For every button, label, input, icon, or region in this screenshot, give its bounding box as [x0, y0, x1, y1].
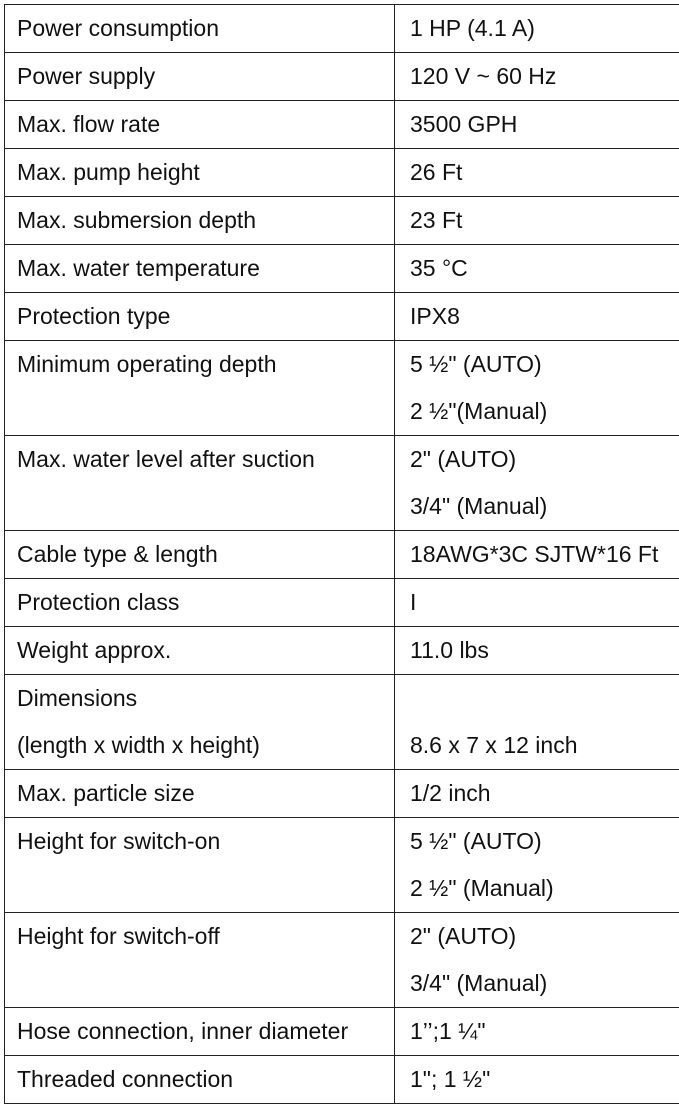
spec-value-cell	[395, 245, 679, 293]
spec-value-cell	[395, 436, 679, 531]
spec-value	[410, 675, 679, 722]
spec-value-cell	[395, 293, 679, 341]
spec-label: Max. flow rate	[17, 101, 394, 148]
spec-value-cell	[395, 53, 679, 101]
spec-value: 35 °C	[410, 245, 679, 292]
spec-value: 3/4" (Manual)	[410, 483, 679, 530]
spec-label-cell	[5, 531, 395, 579]
spec-row	[5, 818, 679, 913]
spec-value-cell	[395, 675, 679, 770]
specification-table-body	[5, 5, 679, 1104]
spec-value-cell	[395, 818, 679, 913]
spec-label-cell	[5, 53, 395, 101]
spec-label: Minimum operating depth	[17, 341, 394, 388]
spec-value: I	[410, 579, 679, 626]
spec-label: Cable type & length	[17, 531, 394, 578]
spec-label-cell	[5, 197, 395, 245]
spec-label: Threaded connection	[17, 1056, 394, 1103]
spec-value: 1 HP (4.1 A)	[410, 5, 679, 52]
spec-row	[5, 341, 679, 436]
specification-table	[4, 4, 679, 1104]
spec-row	[5, 436, 679, 531]
spec-value-cell	[395, 531, 679, 579]
spec-label: Power supply	[17, 53, 394, 100]
spec-label-cell	[5, 1008, 395, 1056]
spec-value: IPX8	[410, 293, 679, 340]
spec-label-cell	[5, 1056, 395, 1104]
spec-value: 8.6 x 7 x 12 inch	[410, 722, 679, 769]
spec-value: 2" (AUTO)	[410, 913, 679, 960]
spec-label-cell	[5, 913, 395, 1008]
spec-label	[17, 960, 394, 1007]
spec-value: 2" (AUTO)	[410, 436, 679, 483]
spec-row	[5, 579, 679, 627]
spec-row	[5, 149, 679, 197]
spec-label: Protection type	[17, 293, 394, 340]
spec-value-cell	[395, 1008, 679, 1056]
spec-label-cell	[5, 675, 395, 770]
spec-label: (length x width x height)	[17, 722, 394, 769]
spec-row	[5, 101, 679, 149]
spec-value: 11.0 lbs	[410, 627, 679, 674]
spec-value-cell	[395, 579, 679, 627]
spec-label-cell	[5, 293, 395, 341]
spec-row	[5, 245, 679, 293]
spec-label: Max. submersion depth	[17, 197, 394, 244]
spec-label: Height for switch-off	[17, 913, 394, 960]
spec-value: 1/2 inch	[410, 770, 679, 817]
spec-label: Protection class	[17, 579, 394, 626]
spec-row	[5, 293, 679, 341]
spec-value: 1’’;1 ¼"	[410, 1008, 679, 1055]
spec-label: Max. pump height	[17, 149, 394, 196]
spec-value-cell	[395, 627, 679, 675]
spec-value: 26 Ft	[410, 149, 679, 196]
spec-value: 1"; 1 ½"	[410, 1056, 679, 1103]
spec-row	[5, 531, 679, 579]
spec-label: Height for switch-on	[17, 818, 394, 865]
spec-label: Dimensions	[17, 675, 394, 722]
spec-value: 23 Ft	[410, 197, 679, 244]
spec-value-cell	[395, 913, 679, 1008]
spec-value: 5 ½" (AUTO)	[410, 341, 679, 388]
spec-label-cell	[5, 101, 395, 149]
spec-label-cell	[5, 579, 395, 627]
spec-value: 18AWG*3C SJTW*16 Ft	[410, 531, 679, 578]
spec-value: 2 ½" (Manual)	[410, 865, 679, 912]
spec-value: 5 ½" (AUTO)	[410, 818, 679, 865]
spec-label-cell	[5, 245, 395, 293]
spec-label-cell	[5, 5, 395, 53]
spec-label: Max. particle size	[17, 770, 394, 817]
spec-row	[5, 770, 679, 818]
spec-value: 3500 GPH	[410, 101, 679, 148]
spec-value-cell	[395, 341, 679, 436]
spec-row	[5, 1008, 679, 1056]
spec-label-cell	[5, 436, 395, 531]
spec-label: Hose connection, inner diameter	[17, 1008, 394, 1055]
spec-value-cell	[395, 197, 679, 245]
spec-value-cell	[395, 770, 679, 818]
spec-label	[17, 865, 394, 912]
spec-label-cell	[5, 627, 395, 675]
spec-label-cell	[5, 149, 395, 197]
spec-value: 2 ½"(Manual)	[410, 388, 679, 435]
spec-label: Power consumption	[17, 5, 394, 52]
spec-label: Weight approx.	[17, 627, 394, 674]
spec-row	[5, 53, 679, 101]
spec-row	[5, 913, 679, 1008]
spec-value-cell	[395, 1056, 679, 1104]
spec-label	[17, 388, 394, 435]
spec-label: Max. water level after suction	[17, 436, 394, 483]
spec-row	[5, 627, 679, 675]
spec-label-cell	[5, 818, 395, 913]
spec-value-cell	[395, 5, 679, 53]
spec-row	[5, 1056, 679, 1104]
spec-value: 3/4" (Manual)	[410, 960, 679, 1007]
spec-label-cell	[5, 341, 395, 436]
spec-value-cell	[395, 101, 679, 149]
spec-value-cell	[395, 149, 679, 197]
spec-value: 120 V ~ 60 Hz	[410, 53, 679, 100]
spec-label-cell	[5, 770, 395, 818]
spec-label: Max. water temperature	[17, 245, 394, 292]
spec-row	[5, 675, 679, 770]
spec-row	[5, 5, 679, 53]
spec-row	[5, 197, 679, 245]
spec-label	[17, 483, 394, 530]
